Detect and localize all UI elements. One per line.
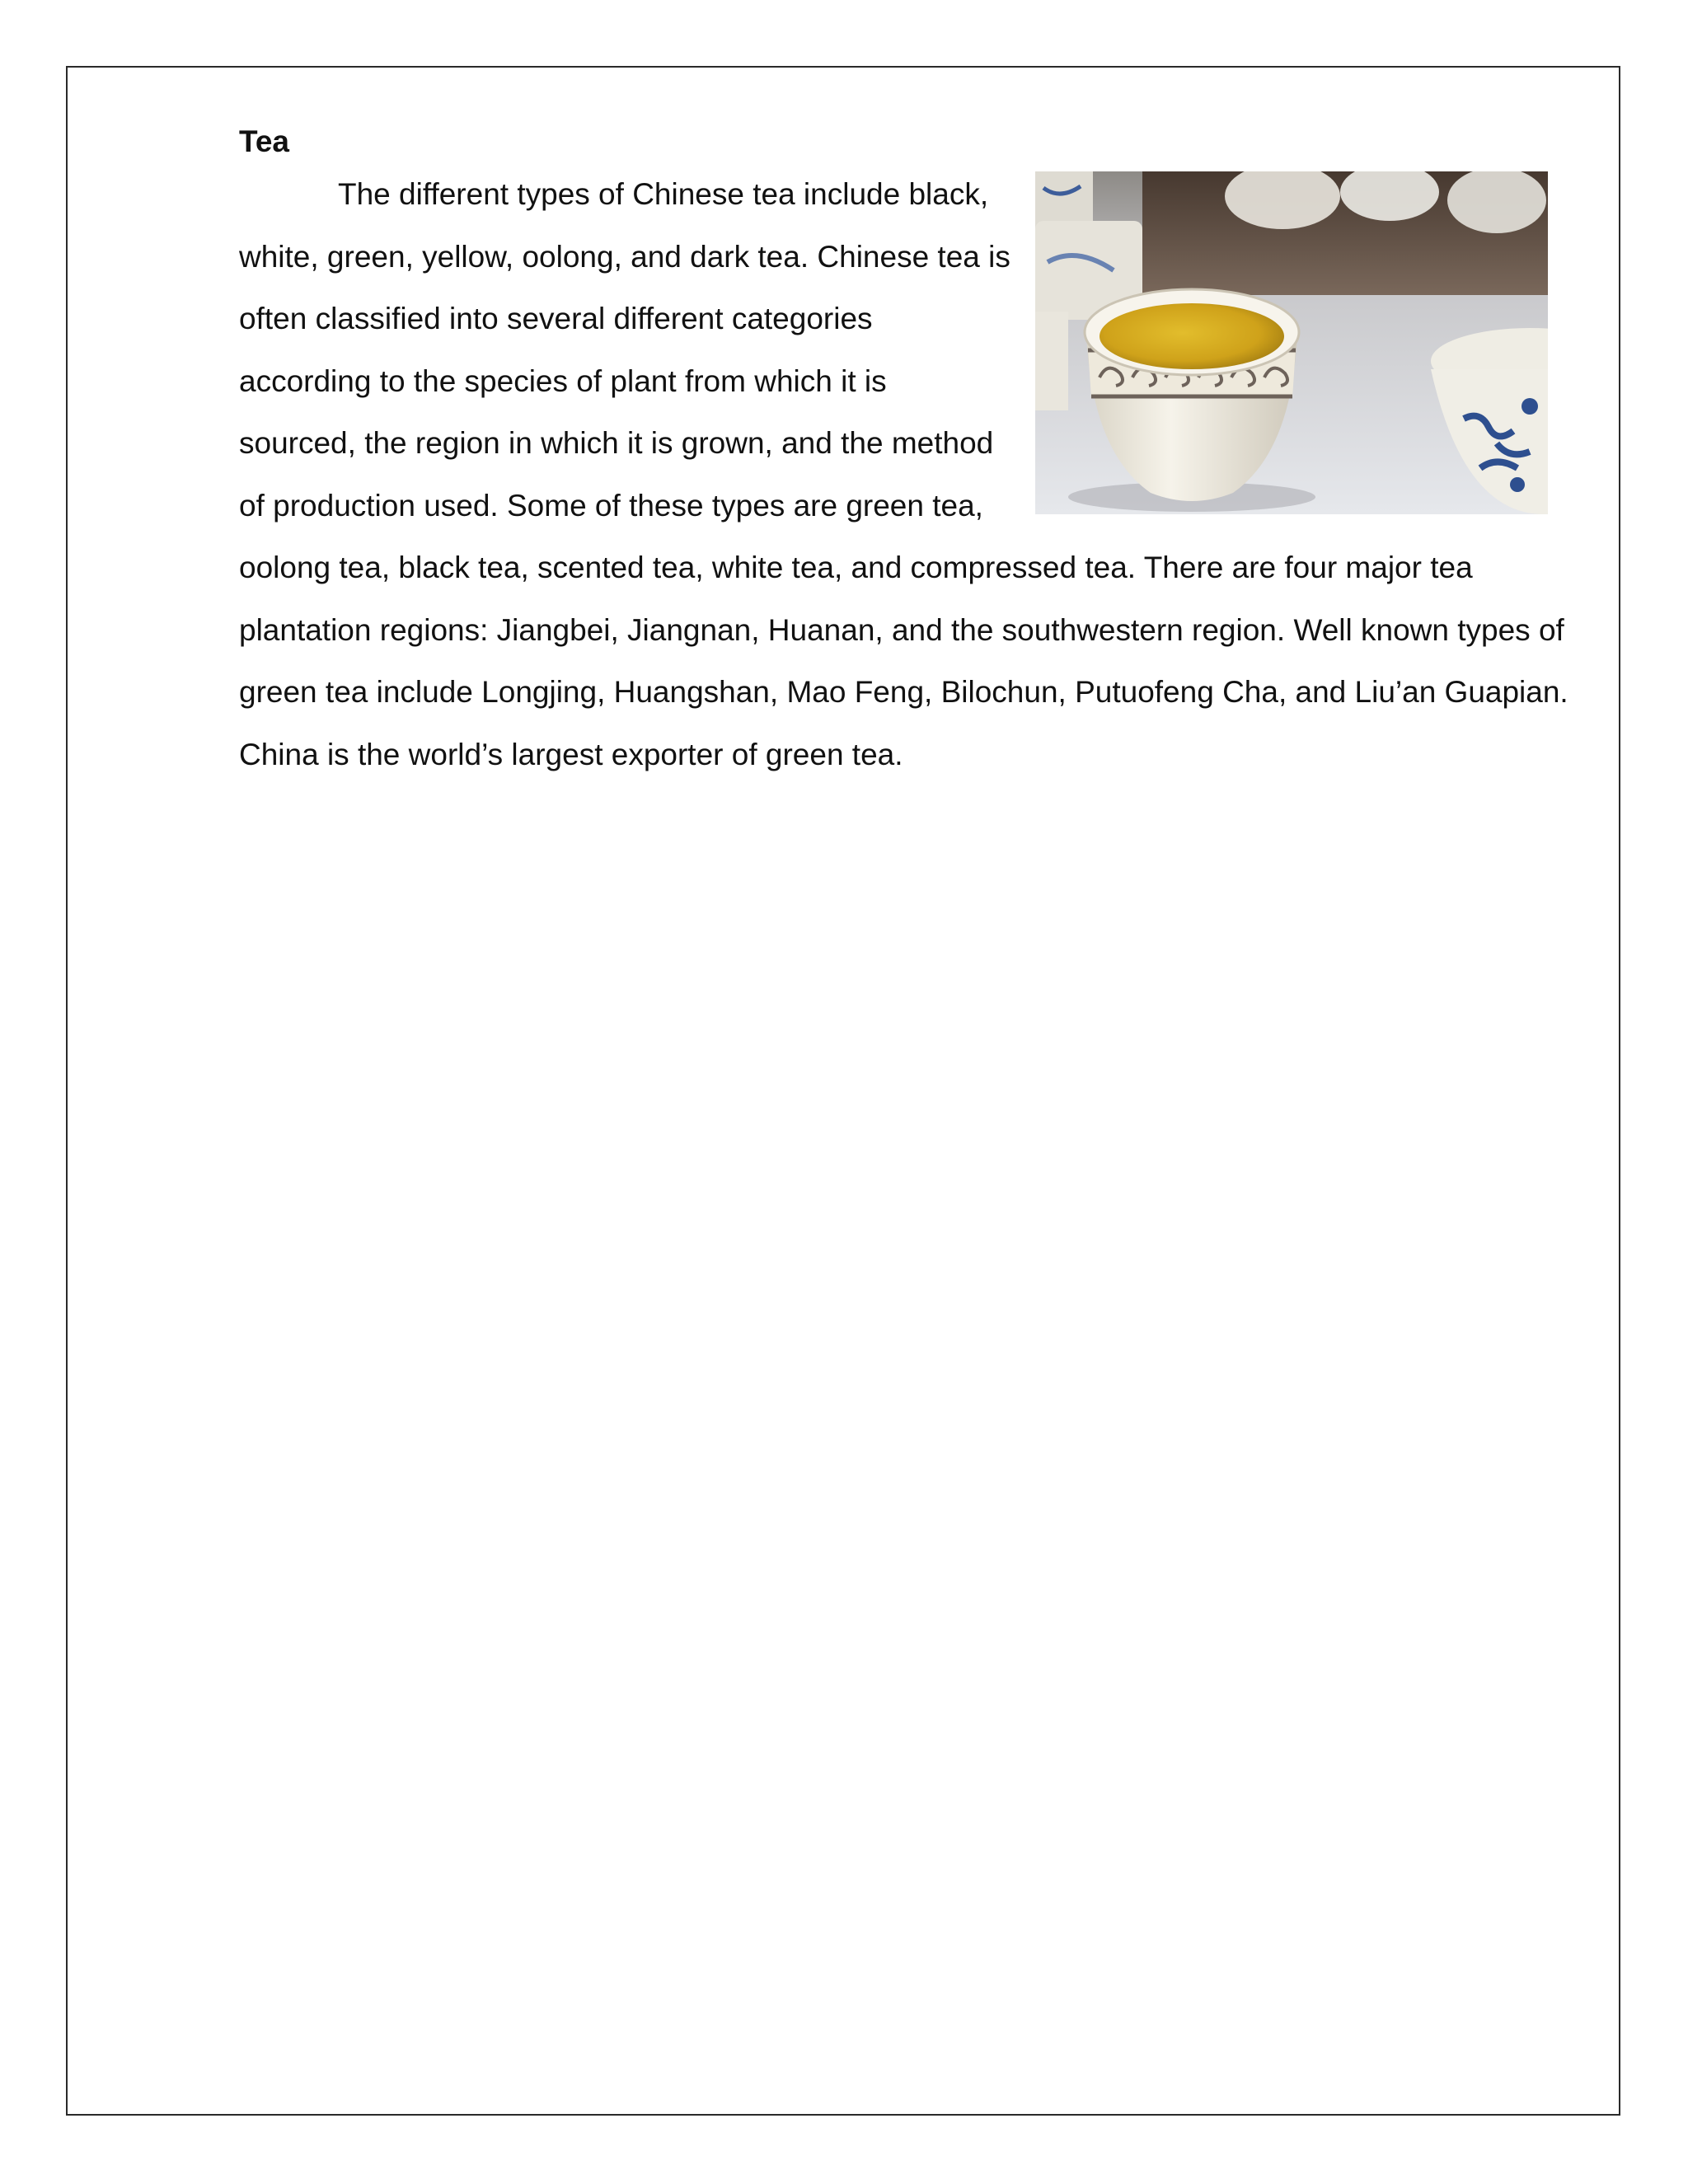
body-paragraph: The different types of Chinese tea include black, white, green, yellow, oolong, and dark tea. Chinese tea is often classified into several different categories according to the species of plant from which it is sourced, the region in which it is grown, and the method of production used. Some of these types are green tea, oolong tea, black tea, scented tea, white tea, and compressed tea. There are four major tea plantation regions: Jiangbei, Jiangnan, Huanan, and the southwestern region. Well known types of green tea include Longjing, Huangshan, Mao Feng, Bilochun, Putuofeng Cha, and Liu’an Guapian. China is the world’s largest exporter of green tea. [239,177,1568,771]
document-body [239,120,1591,785]
document-title: Tea [239,124,290,158]
tea-cup-photo [1035,171,1548,514]
